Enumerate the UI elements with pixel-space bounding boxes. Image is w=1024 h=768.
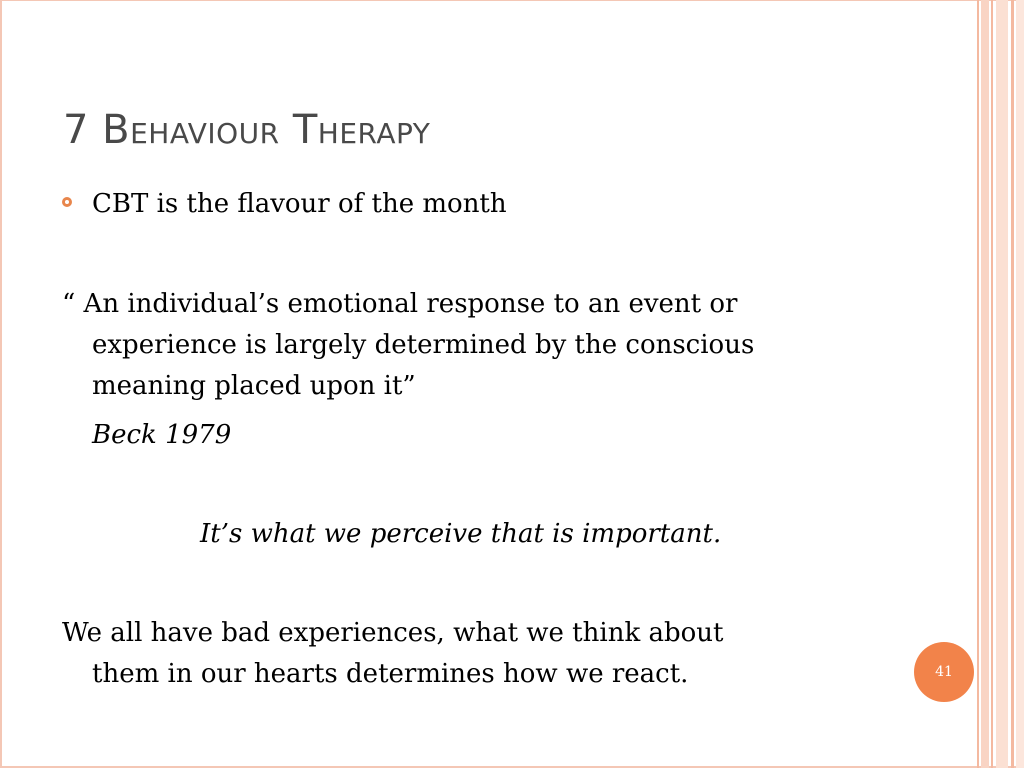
circle-bullet-icon <box>62 197 72 207</box>
quote-line: meaning placed upon it” <box>92 371 416 401</box>
page-number-badge <box>914 642 974 702</box>
right-stripe <box>1016 0 1024 768</box>
right-stripe <box>977 0 979 768</box>
right-stripe <box>981 0 989 768</box>
right-stripe <box>1011 0 1014 768</box>
emphasis-text: It’s what we perceive that is important. <box>200 519 722 549</box>
bullet-text: CBT is the flavour of the month <box>92 189 507 219</box>
quote-line: “ An individual’s emotional response to an event or <box>62 289 738 319</box>
quote-citation: Beck 1979 <box>92 420 232 450</box>
closing-line: We all have bad experiences, what we think about <box>62 618 724 648</box>
closing-line: them in our hearts determines how we react. <box>92 659 689 689</box>
page-number: 41 <box>935 664 953 680</box>
right-stripe <box>991 0 993 768</box>
slide-title: 7 Behaviour Therapy <box>63 107 431 153</box>
frame-top-border <box>0 0 1024 1</box>
right-stripe <box>996 0 1008 768</box>
quote-line: experience is largely determined by the conscious <box>92 330 755 360</box>
frame-left-border <box>0 0 2 768</box>
